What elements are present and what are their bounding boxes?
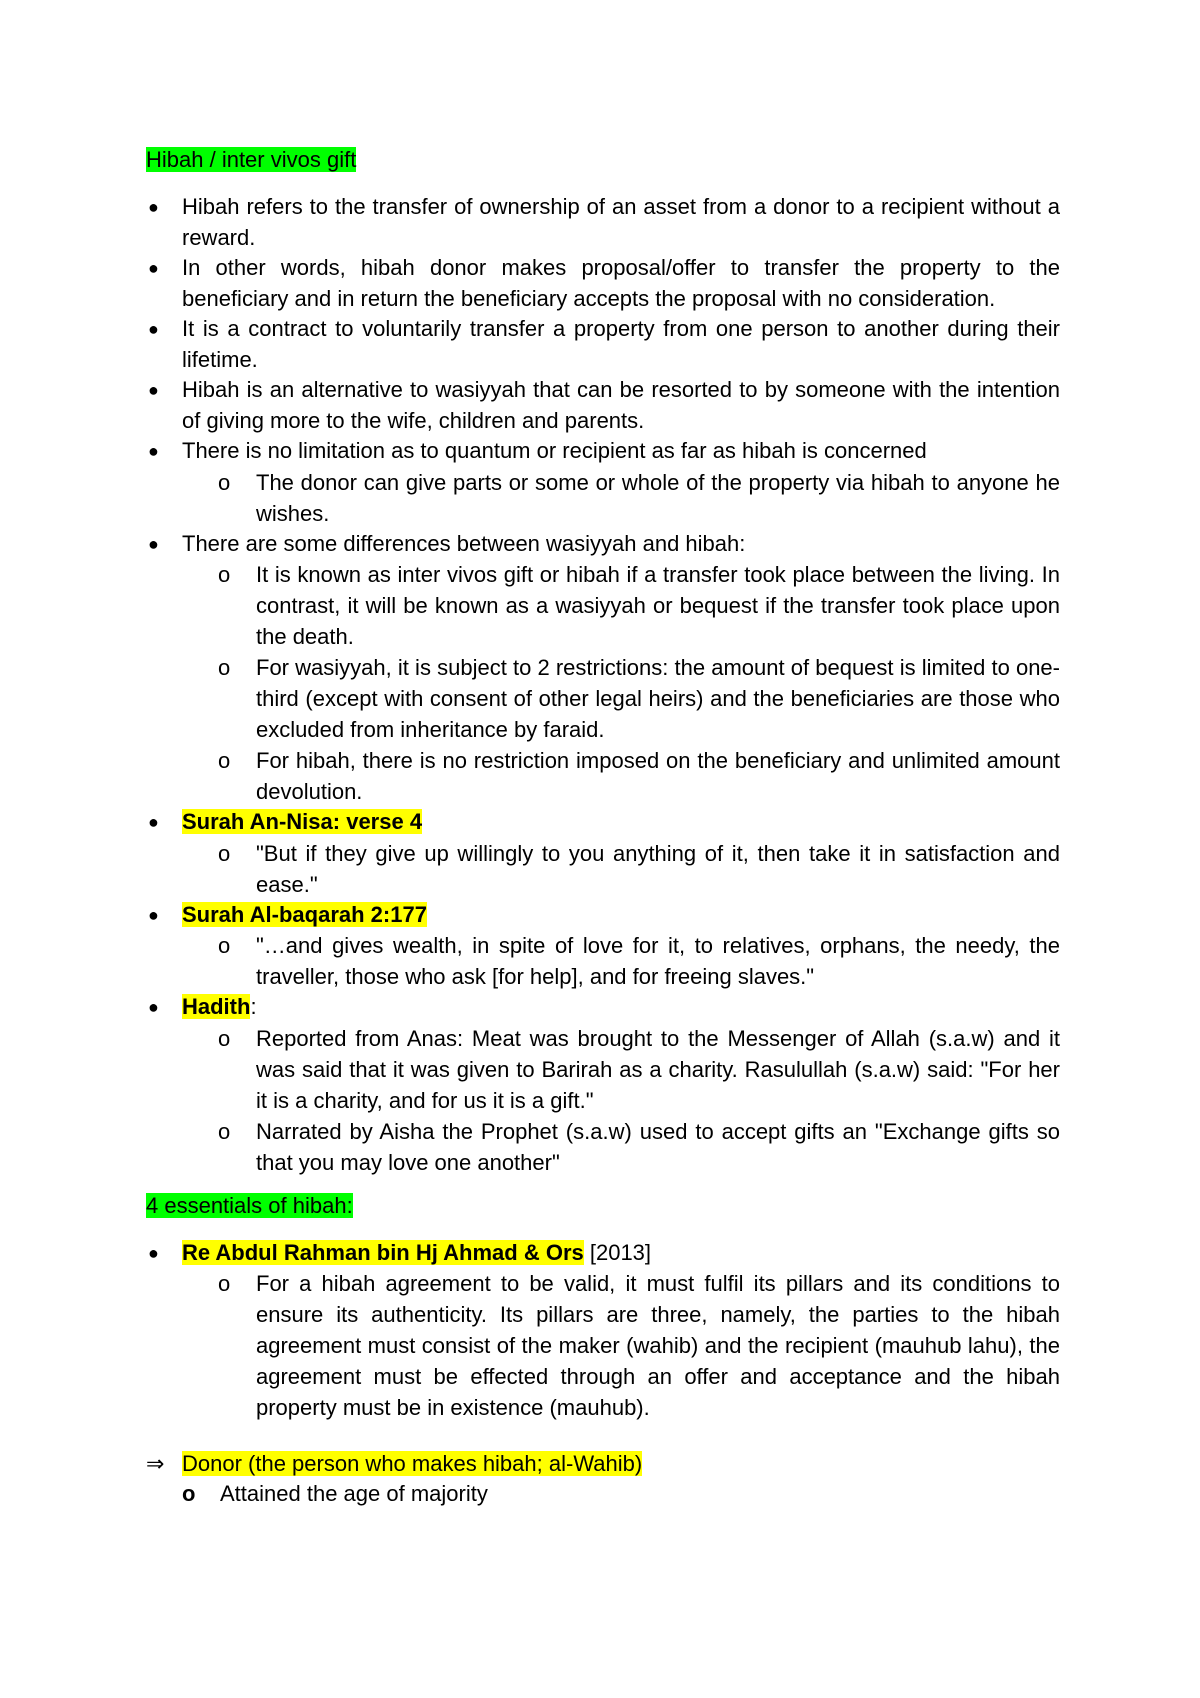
bullet-icon: ● <box>148 380 159 400</box>
list-item <box>146 375 1060 436</box>
sub-list-item <box>146 838 1060 900</box>
hadith-text: Reported from Anas: Meat was brought to the Messenger of Allah (s.a.w) and it was said that it was given to Barirah as a charity. Rasulullah (s.a.w) said: "For her it is a charity, and for us it is a gift." <box>256 1025 1060 1113</box>
sub-list <box>182 930 1060 992</box>
case-year: [2013] <box>583 1239 652 1265</box>
list-item-text: In other words, hibah donor makes proposal/offer to transfer the property to the beneficiary and in return the beneficiary accepts the proposal with no consideration. <box>182 255 1060 311</box>
list-item-text: Hibah refers to the transfer of ownership of an asset from a donor to a recipient without a reward. <box>182 194 1060 250</box>
sub-list-item-text: The donor can give parts or some or whole of the property via hibah to anyone he wishes. <box>256 469 1060 526</box>
sub-list <box>182 838 1060 900</box>
sub-list-item <box>146 1268 1060 1423</box>
sub-bullet-icon: o <box>218 840 231 866</box>
quran-reference: Surah Al-baqarah 2:177 <box>182 901 427 927</box>
hadith-heading: Hadith <box>182 994 251 1019</box>
sub-list-item <box>146 745 1060 807</box>
list-item-text: There is no limitation as to quantum or recipient as far as hibah is concerned <box>182 438 927 463</box>
sub-list-item <box>146 467 1060 529</box>
sub-bullet-icon: o <box>218 562 231 587</box>
heading-text: Hibah / inter vivos gift <box>146 147 357 172</box>
case-text: For a hibah agreement to be valid, it must fulfil its pillars and its conditions to ensure its authenticity. Its pillars are three, namely, the parties to the hibah agreement must consist of the maker (wahib) and the recipient (mauhub lahu), the agreement must be effected through an offer and acceptance and the hibah property must be in existence (mauhub). <box>256 1271 1060 1420</box>
bullet-icon: ● <box>148 1242 159 1263</box>
sub-list <box>182 559 1060 807</box>
sub-bullet-icon: o <box>218 933 231 958</box>
sub-bullet-icon: o <box>182 1481 196 1506</box>
bullet-icon: ● <box>148 258 159 278</box>
list-item <box>146 192 1060 253</box>
case-name: Re Abdul Rahman bin Hj Ahmad & Ors <box>182 1239 584 1265</box>
hadith-colon: : <box>250 994 257 1019</box>
sub-list-item <box>146 652 1060 745</box>
sub-list-item <box>146 1116 1060 1178</box>
sub-list-item <box>110 1479 1060 1509</box>
heading-text: 4 essentials of hibah: <box>146 1192 353 1218</box>
sub-list-item-text: For hibah, there is no restriction imposed on the beneficiary and unlimited amount devolution. <box>256 748 1060 804</box>
case-bullet-list <box>146 1238 1060 1424</box>
sub-bullet-icon: o <box>218 1118 231 1144</box>
sub-bullet-icon: o <box>218 1025 231 1051</box>
bullet-icon: ● <box>148 533 159 554</box>
bullet-icon: ● <box>148 904 159 925</box>
bullet-icon: ● <box>148 319 159 339</box>
list-item <box>146 807 1060 900</box>
list-item-text: There are some differences between wasiyyah and hibah: <box>182 530 746 556</box>
list-item <box>146 992 1060 1178</box>
sub-list-item <box>146 1023 1060 1116</box>
bullet-icon: ● <box>148 812 159 832</box>
list-item <box>146 436 1060 529</box>
quote-text: "…and gives wealth, in spite of love for it, to relatives, orphans, the needy, the traveller, those who ask [for help], and for freeing slaves." <box>256 933 1060 989</box>
bullet-icon: ● <box>148 997 159 1017</box>
list-item-text: Hibah is an alternative to wasiyyah that can be resorted to by someone with the intention of giving more to the wife, children and parents. <box>182 377 1060 433</box>
bullet-icon: ● <box>148 197 159 217</box>
donor-item <box>146 1449 1060 1479</box>
sub-list-item-text: For wasiyyah, it is subject to 2 restrictions: the amount of bequest is limited to one-third (except with consent of other legal heirs) and the beneficiaries are those who excluded from inheritance by faraid. <box>256 655 1060 742</box>
list-item <box>146 253 1060 314</box>
sub-list <box>182 1023 1060 1178</box>
document-body <box>146 146 1060 1509</box>
bullet-icon: ● <box>148 441 159 461</box>
sub-bullet-icon: o <box>218 469 231 495</box>
list-item <box>146 1238 1060 1424</box>
main-bullet-list <box>146 192 1060 1178</box>
list-item-text: It is a contract to voluntarily transfer a property from one person to another during their lifetime. <box>182 316 1060 372</box>
spacer <box>146 1178 1060 1192</box>
arrow-icon: ⇒ <box>146 1451 165 1476</box>
section-heading-essentials <box>146 1192 1060 1220</box>
sub-list-item <box>146 559 1060 652</box>
list-item <box>146 900 1060 993</box>
donor-heading: Donor (the person who makes hibah; al-Wahib) <box>182 1451 643 1476</box>
sub-list-item <box>146 930 1060 992</box>
section-heading-hibah <box>146 146 1060 174</box>
quran-reference: Surah An-Nisa: verse 4 <box>182 809 423 834</box>
sub-bullet-icon: o <box>218 655 231 680</box>
sub-bullet-icon: o <box>218 1271 231 1296</box>
list-item <box>146 314 1060 375</box>
hadith-text: Narrated by Aisha the Prophet (s.a.w) used to accept gifts an "Exchange gifts so that you may love one another" <box>256 1118 1060 1175</box>
sub-list-item-text: Attained the age of majority <box>220 1481 488 1506</box>
quote-text: "But if they give up willingly to you anything of it, then take it in satisfaction and ease." <box>256 840 1060 897</box>
list-item <box>146 529 1060 808</box>
spacer <box>146 1423 1060 1449</box>
sub-list <box>182 467 1060 529</box>
sub-list-item-text: It is known as inter vivos gift or hibah if a transfer took place between the living. In contrast, it will be known as a wasiyyah or bequest if the transfer took place upon the death. <box>256 562 1060 649</box>
sub-bullet-icon: o <box>218 748 231 773</box>
sub-list <box>182 1268 1060 1423</box>
